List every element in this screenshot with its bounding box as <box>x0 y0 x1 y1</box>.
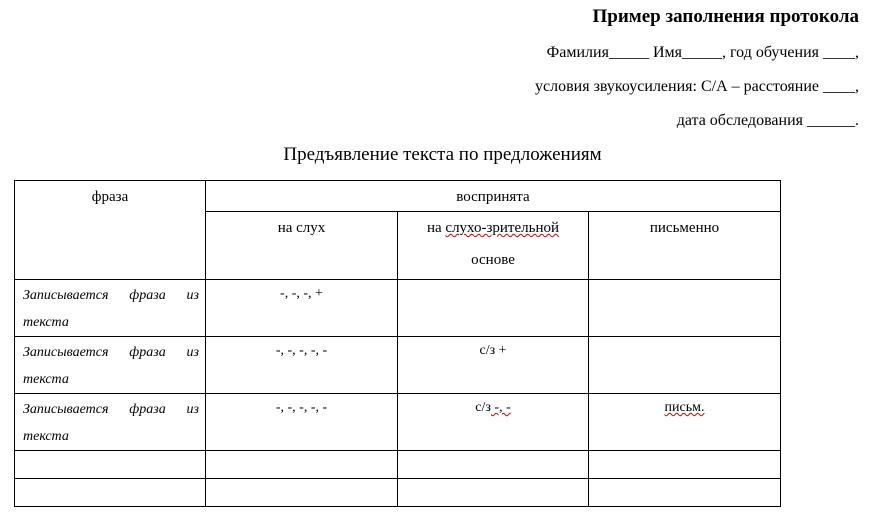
audiovisual-cell: с/з + <box>398 337 589 394</box>
audiovisual-cell <box>398 451 589 479</box>
page-title: Пример заполнения протокола <box>592 6 859 27</box>
spellcheck-underline: слухо-зрительной <box>445 220 560 236</box>
form-line-amplification: условия звукоусиления: С/А – расстояние ____, <box>535 78 859 95</box>
hearing-cell: -, -, -, + <box>206 280 398 337</box>
written-cell <box>589 479 781 507</box>
form-line-name: Фамилия_____ Имя_____, год обучения ____, <box>546 44 859 61</box>
audiovisual-cell <box>398 280 589 337</box>
section-heading: Предъявление текста по предложениям <box>283 144 602 165</box>
phrase-cell <box>15 479 206 507</box>
written-cell <box>589 280 781 337</box>
header-audiovisual: на слухо-зрительной основе <box>398 212 589 280</box>
phrase-cell: Записывается фраза из текста <box>15 280 206 337</box>
header-written: письменно <box>589 212 781 280</box>
header-perceived: воспринята <box>206 181 781 212</box>
table-row-empty <box>15 451 781 479</box>
audiovisual-cell: с/з -, - <box>398 394 589 451</box>
table-row <box>15 280 781 337</box>
phrase-cell <box>15 451 206 479</box>
protocol-table <box>14 180 781 507</box>
phrase-cell: Записывается фраза из текста <box>15 394 206 451</box>
hearing-cell: -, -, -, -, - <box>206 394 398 451</box>
written-cell <box>589 337 781 394</box>
hearing-cell <box>206 479 398 507</box>
table-row-empty <box>15 479 781 507</box>
hearing-cell <box>206 451 398 479</box>
written-cell <box>589 451 781 479</box>
spellcheck-underline: письм. <box>664 400 705 415</box>
table-row <box>15 394 781 451</box>
written-cell <box>589 394 781 451</box>
phrase-cell: Записывается фраза из текста <box>15 337 206 394</box>
table-row <box>15 337 781 394</box>
form-line-date: дата обследования ______. <box>676 112 859 129</box>
table-header-row <box>15 181 781 212</box>
header-phrase: фраза <box>15 181 206 280</box>
hearing-cell: -, -, -, -, - <box>206 337 398 394</box>
spellcheck-underline: -, - <box>490 400 511 415</box>
audiovisual-cell <box>398 479 589 507</box>
header-hearing: на слух <box>206 212 398 280</box>
